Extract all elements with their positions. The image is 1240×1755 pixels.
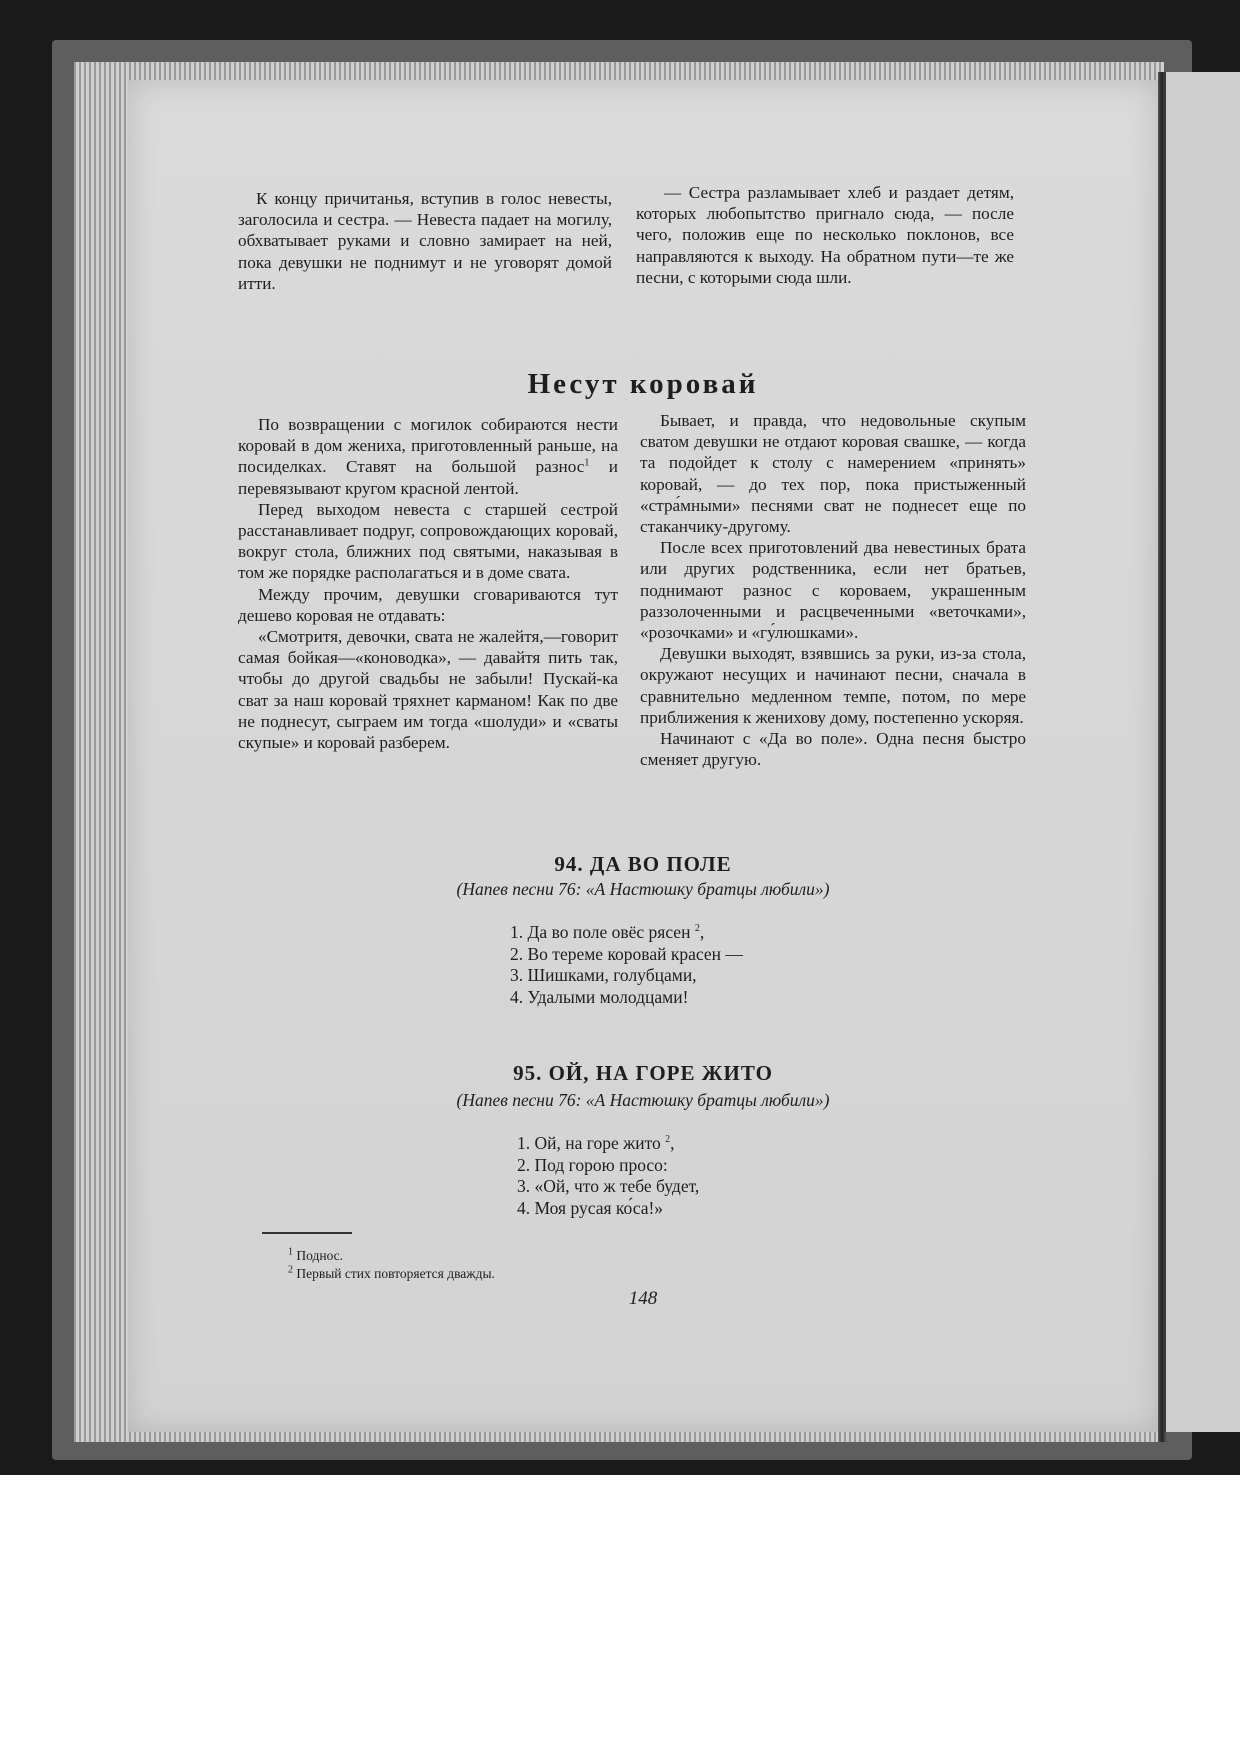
song-94-line-1: 1. Да во поле овёс рясен $^2$,	[510, 922, 705, 942]
left-paragraph-1-text-a: По возвращении с могилок собираются нести коровай в дом жениха, приготовленный раньше, на посиделках. Ставят на большой разнос	[238, 415, 618, 477]
song-95-title: 95. ОЙ, НА ГОРЕ ЖИТО	[513, 1061, 773, 1085]
footnotes	[288, 1247, 495, 1283]
song-95-line-2: 2. Под горою просо:	[517, 1154, 668, 1175]
facing-page-edge	[1163, 72, 1240, 1432]
song-95-line-1: 1. Ой, на горе жито $^2$,	[517, 1133, 675, 1153]
right-paragraph-1: Бывает, и правда, что недовольные скупым сватом девушки не отдают коровая свашке, — когда та подойдет к столу с намерением «принять» коровай, — до тех пор, пока пристыженный «стра́мными» песнями сват не поднесет еще по стаканчику-другому.	[640, 411, 1026, 537]
footnote-rule	[262, 1232, 352, 1234]
song-94-line-3: 3. Шишками, голубцами,	[510, 965, 697, 985]
left-paragraph-4: «Смотритя, девочки, свата не жалейтя,—говорит самая бойкая—«коноводка», — давайтя пить так, чтобы до другой свадьбы не забыли! Пускай-ка сват за наш коровай тряхнет карманом! Как по две не поднесут, сыграем им тогда «шолуди» и «сваты скупые» и коровай разберем.	[238, 627, 618, 753]
section-heading: Несут коровай	[527, 368, 759, 400]
footnote-ref-2: 2	[694, 923, 700, 935]
song-94-subtitle: (Напев песни 76: «А Настюшку братцы любили»)	[456, 879, 830, 899]
left-paragraph-3: Между прочим, девушки сговариваются тут дешево коровая не отдавать:	[238, 584, 618, 625]
right-paragraph-4: Начинают с «Да во поле». Одна песня быстро сменяет другую.	[640, 729, 1026, 770]
footnote-1: $^1$ Поднос.	[288, 1246, 344, 1263]
song-94-verse	[510, 922, 743, 1008]
right-paragraph-2: После всех приготовлений два невестиных брата или других родственника, если нет братьев, поднимают разнос с короваем, украшенным раззолоченными и расцвеченными «веточками», «розочками» и «гу́люшками».	[640, 538, 1026, 643]
top-right-column	[636, 182, 1014, 288]
right-paragraph-3: Девушки выходят, взявшись за руки, из-за стола, окружают несущих и начинают песни, сначала в сравнительно медленном темпе, потом, по мере приближения к женихову дому, постепенно ускоряя.	[640, 644, 1026, 727]
left-paragraph-1	[238, 414, 618, 499]
song-95-line-4: 4. Моя русая ко́са!»	[517, 1197, 664, 1218]
main-right-column	[640, 410, 1026, 770]
song-94-line-2: 2. Во тереме коровай красен —	[510, 943, 743, 964]
top-left-column	[238, 188, 612, 294]
song-95-verse	[517, 1133, 699, 1219]
page-number: 148	[628, 1288, 658, 1309]
song-95-subtitle: (Напев песни 76: «А Настюшку братцы любили»)	[456, 1090, 830, 1110]
song-94-title: 94. ДА ВО ПОЛЕ	[554, 852, 732, 876]
left-paragraph-1-text-b: и перевязывают кругом красной лентой.	[238, 457, 618, 498]
footnote-ref-1: 1	[584, 457, 590, 469]
song-95-line-3: 3. «Ой, что ж тебе будет,	[517, 1176, 700, 1196]
song-94-line-4: 4. Удалыми молодцами!	[510, 986, 689, 1007]
main-left-column	[238, 414, 618, 753]
footnote-ref-2b: 2	[665, 1134, 671, 1146]
footnote-2: $^2$ Первый стих повторяется дважды.	[288, 1264, 495, 1281]
top-left-paragraph: К концу причитанья, вступив в голос невесты, заголосила и сестра. — Невеста падает на могилу, обхватывает руками и словно замирает на ней, пока девушки не поднимут и не уговорят домой итти.	[238, 189, 612, 293]
top-right-paragraph: — Сестра разламывает хлеб и раздает детям, которых любопытство пригнало сюда, — после чего, положив еще по несколько поклонов, все направляются к выходу. На обратном пути—те же песни, с которыми сюда шли.	[636, 183, 1014, 287]
left-paragraph-2: Перед выходом невеста с старшей сестрой расстанавливает подруг, сопровождающих коровай, вокруг стола, ближних под святыми, наказывая в том же порядке располагаться и в доме свата.	[238, 499, 618, 583]
